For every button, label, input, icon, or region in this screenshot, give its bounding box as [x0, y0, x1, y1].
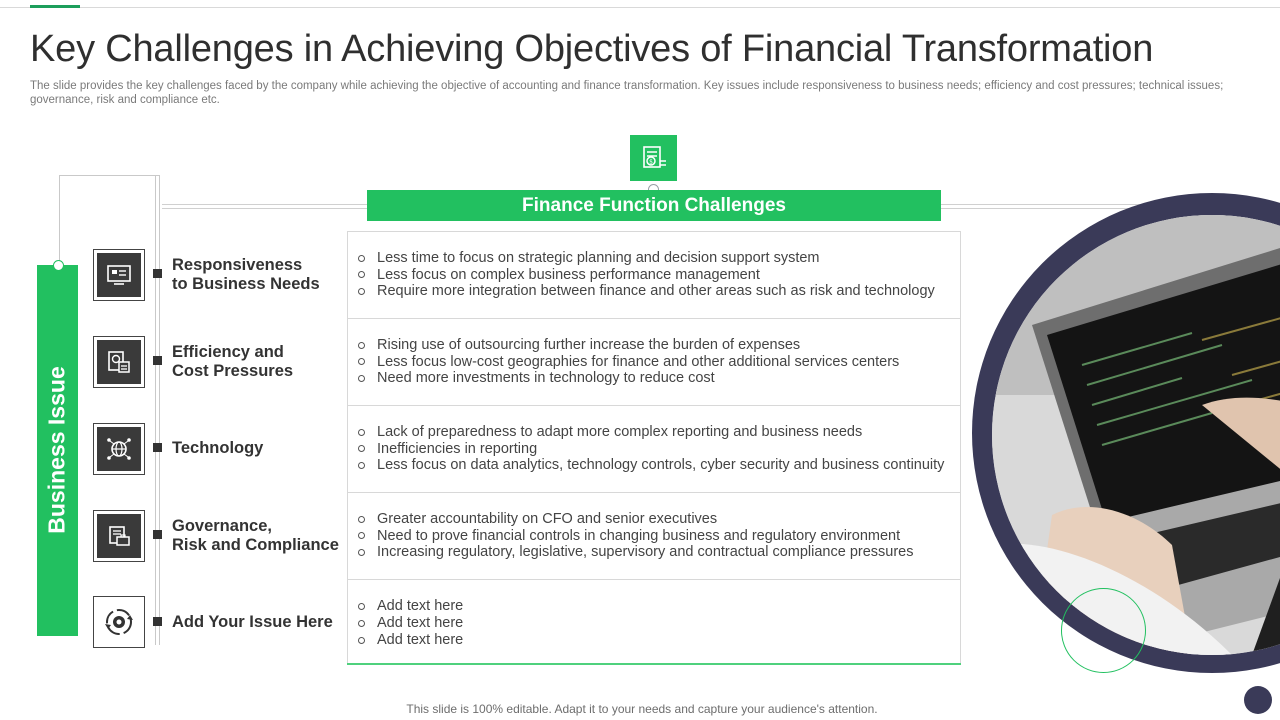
finance-report-icon	[630, 135, 677, 181]
challenge-row	[348, 493, 960, 580]
issue-bullet	[153, 617, 162, 626]
decorative-ring	[1061, 588, 1146, 673]
dashboard-icon	[93, 249, 145, 301]
briefcase-compliance-icon	[93, 510, 145, 562]
issue-label-governance: Governance, Risk and Compliance	[172, 517, 339, 554]
challenge-item: Less focus on complex business performance management	[358, 267, 960, 284]
frame-line	[155, 175, 156, 645]
frame-line	[59, 175, 159, 176]
challenge-row	[348, 232, 960, 319]
frame-line	[59, 175, 60, 265]
finance-challenges-header: Finance Function Challenges	[367, 190, 941, 221]
challenge-item: Need to prove financial controls in changing business and regulatory environment	[358, 528, 960, 545]
page-title: Key Challenges in Achieving Objectives of Financial Transformation	[30, 28, 1154, 70]
challenges-table	[347, 231, 961, 665]
globe-network-icon	[93, 423, 145, 475]
challenge-row	[348, 406, 960, 493]
issue-label-responsiveness: Responsiveness to Business Needs	[172, 256, 320, 293]
challenge-item: Inefficiencies in reporting	[358, 441, 960, 458]
money-documents-icon	[93, 336, 145, 388]
issue-label-add-issue: Add Your Issue Here	[172, 613, 333, 631]
laptop-photo	[992, 215, 1280, 655]
challenge-item: Add text here	[358, 598, 960, 615]
issue-bullet	[153, 356, 162, 365]
svg-text:$: $	[648, 158, 653, 166]
challenge-item: Less time to focus on strategic planning and decision support system	[358, 250, 960, 267]
footer-note: This slide is 100% editable. Adapt it to your needs and capture your audience's attention.	[406, 702, 878, 716]
issue-label-efficiency: Efficiency and Cost Pressures	[172, 343, 294, 380]
challenge-row	[348, 319, 960, 406]
top-rule	[0, 7, 1280, 8]
challenge-item: Require more integration between finance and other areas such as risk and technology	[358, 283, 960, 300]
challenge-item: Lack of preparedness to adapt more complex reporting and business needs	[358, 424, 960, 441]
challenge-item: Greater accountability on CFO and senior executives	[358, 511, 960, 528]
challenge-item: Add text here	[358, 632, 960, 649]
page-subtitle: The slide provides the key challenges faced by the company while achieving the objective of accounting and finance transformation. Key issues include responsiveness to business needs; efficiency and cost pressures; technical issues; governance, risk and compliance etc.	[30, 80, 1224, 106]
issue-bullet	[153, 269, 162, 278]
challenge-item: Need more investments in technology to reduce cost	[358, 370, 960, 387]
business-issue-label: Business Issue	[43, 366, 70, 534]
frame-line	[159, 175, 160, 645]
issue-label-technology: Technology	[172, 439, 264, 457]
issue-bullet	[153, 530, 162, 539]
challenge-item: Rising use of outsourcing further increase the burden of expenses	[358, 337, 960, 354]
challenge-row	[348, 580, 960, 667]
gear-cycle-icon	[93, 596, 145, 648]
challenge-item: Increasing regulatory, legislative, supervisory and contractual compliance pressures	[358, 544, 960, 561]
side-dot	[53, 260, 64, 271]
challenge-item: Less focus on data analytics, technology controls, cyber security and business continuity	[358, 457, 960, 474]
challenge-item: Less focus low-cost geographies for finance and other additional services centers	[358, 354, 960, 371]
table-bottom-accent	[347, 663, 961, 665]
challenge-item: Add text here	[358, 615, 960, 632]
top-accent-line	[30, 5, 80, 8]
issue-bullet	[153, 443, 162, 452]
